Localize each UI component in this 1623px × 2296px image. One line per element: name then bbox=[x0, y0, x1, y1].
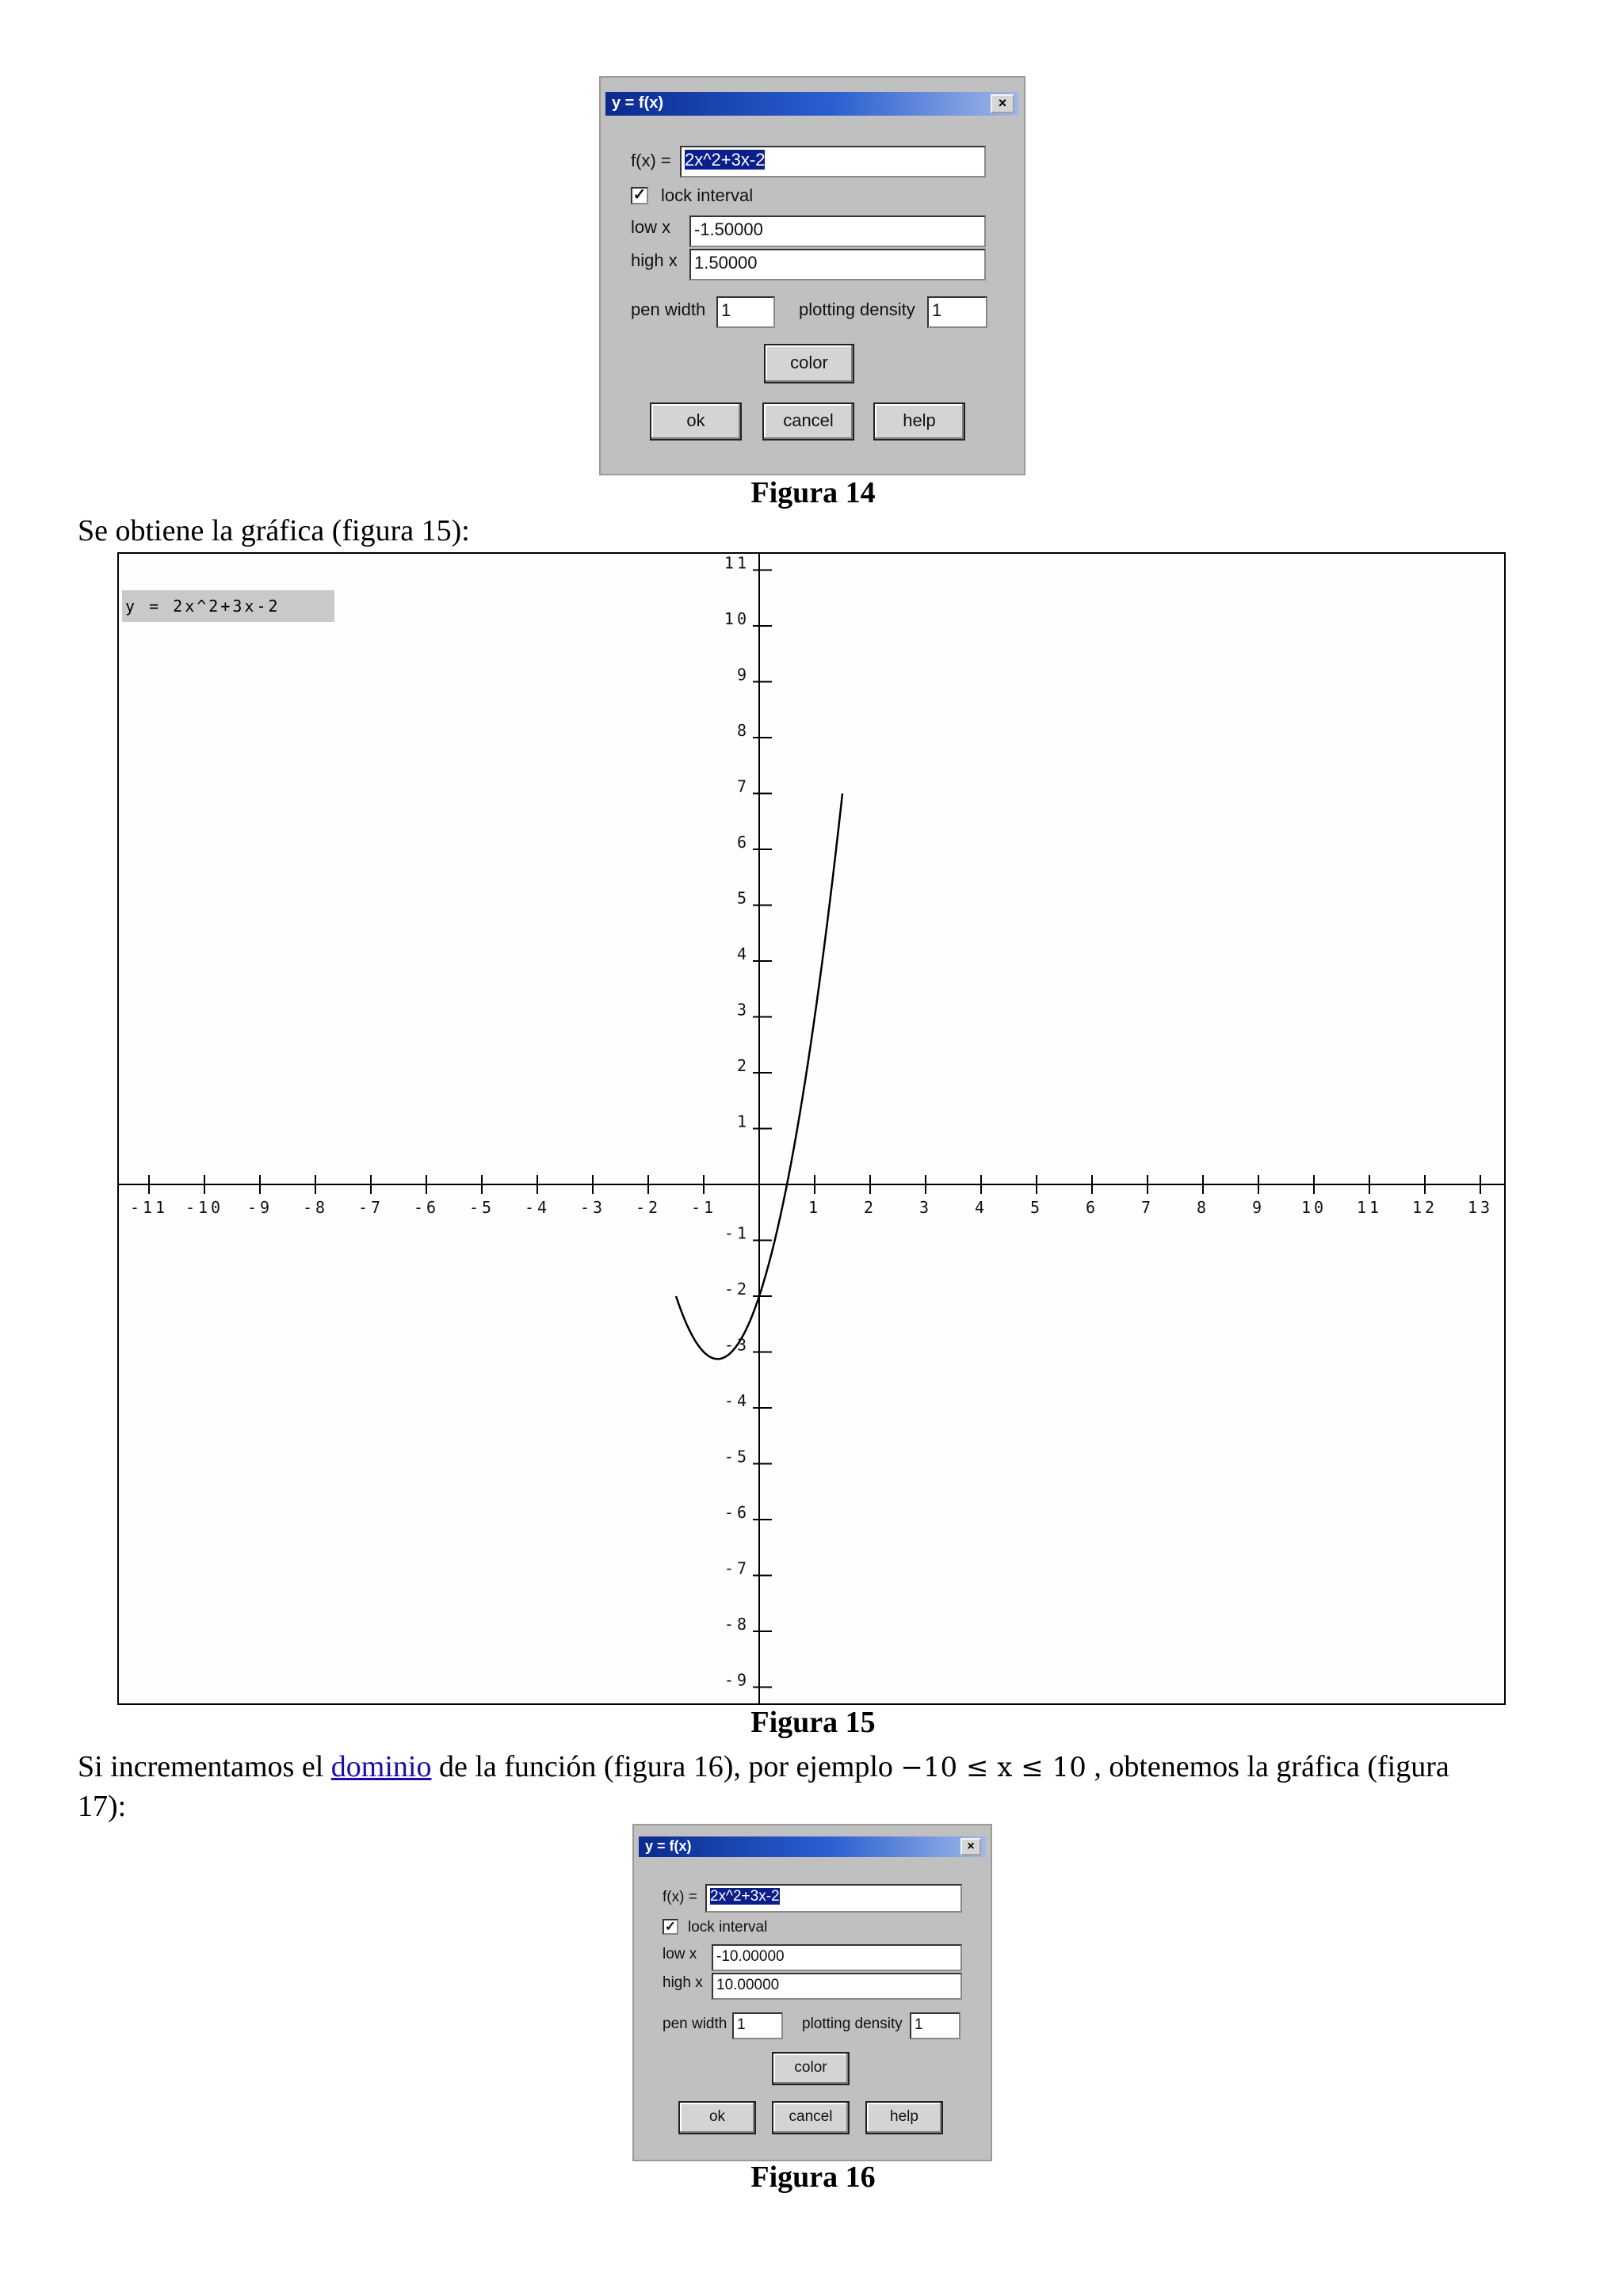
fx-input[interactable] bbox=[705, 1884, 962, 1913]
function-dialog-2 bbox=[632, 1824, 992, 2161]
figure-15-caption: Figura 15 bbox=[750, 1706, 876, 1739]
pen-width-label: pen width bbox=[631, 299, 706, 319]
y-tick-label: 4 bbox=[736, 944, 750, 963]
paragraph-text-a: Si incrementamos el bbox=[78, 1750, 331, 1783]
plotting-density-input[interactable]: 1 bbox=[910, 2012, 960, 2039]
y-tick-label: 11 bbox=[724, 554, 750, 573]
x-tick-label: 13 bbox=[1467, 1198, 1494, 1217]
cancel-button[interactable]: cancel bbox=[772, 2101, 850, 2134]
x-tick-label: 6 bbox=[1085, 1198, 1099, 1217]
lock-interval-label: lock interval bbox=[661, 185, 754, 205]
x-tick-label: -10 bbox=[185, 1198, 224, 1217]
x-tick-label: 4 bbox=[974, 1198, 988, 1217]
close-icon[interactable]: × bbox=[960, 1838, 981, 1855]
x-tick-label: 10 bbox=[1300, 1198, 1327, 1217]
help-button[interactable]: help bbox=[873, 402, 965, 441]
y-tick-label: -7 bbox=[724, 1558, 750, 1578]
function-dialog bbox=[599, 76, 1025, 475]
help-button[interactable]: help bbox=[865, 2101, 943, 2134]
low-x-label: low x bbox=[663, 1946, 697, 1962]
y-tick-label: 2 bbox=[736, 1056, 750, 1075]
lock-interval-checkbox[interactable]: ✓ bbox=[631, 187, 648, 204]
high-x-label: high x bbox=[631, 250, 678, 270]
dialog-titlebar[interactable] bbox=[605, 92, 1019, 116]
x-tick-label: -8 bbox=[302, 1198, 329, 1217]
fx-input[interactable] bbox=[680, 146, 986, 177]
x-tick-label: 2 bbox=[863, 1198, 877, 1217]
high-x-input[interactable]: 1.50000 bbox=[689, 249, 986, 280]
x-tick-label: 5 bbox=[1029, 1198, 1044, 1217]
y-tick-label: -6 bbox=[724, 1503, 750, 1522]
cancel-button[interactable]: cancel bbox=[762, 402, 854, 441]
equation-label: y = 2x^2+3x-2 bbox=[122, 590, 334, 622]
x-tick-label: -3 bbox=[579, 1198, 606, 1217]
domain-inequality: −10 ≤ x ≤ 10 bbox=[900, 1752, 1086, 1783]
y-tick-label: -3 bbox=[724, 1335, 750, 1355]
figure-14-caption: Figura 14 bbox=[750, 476, 876, 509]
x-tick-label: -6 bbox=[413, 1198, 440, 1217]
fx-label: f(x) = bbox=[663, 1889, 697, 1905]
y-tick-label: 1 bbox=[736, 1112, 750, 1131]
ok-button[interactable]: ok bbox=[678, 2101, 756, 2134]
figure-16-caption: Figura 16 bbox=[750, 2161, 876, 2194]
x-tick-label: -2 bbox=[635, 1198, 662, 1217]
y-tick-label: -2 bbox=[724, 1280, 750, 1299]
high-x-label: high x bbox=[663, 1974, 703, 1991]
close-icon[interactable]: × bbox=[991, 94, 1014, 113]
y-tick-label: 10 bbox=[724, 609, 750, 628]
plotting-density-label: plotting density bbox=[802, 2016, 903, 2032]
fx-value: 2x^2+3x-2 bbox=[685, 150, 766, 170]
y-tick-label: 5 bbox=[736, 888, 750, 908]
function-plot bbox=[117, 552, 1506, 1705]
paragraph-figure-15-intro: Se obtiene la gráfica (figura 15): bbox=[78, 514, 470, 547]
y-tick-label: 9 bbox=[736, 665, 750, 685]
plot-canvas bbox=[119, 554, 1504, 1703]
paragraph-text-b: de la función (figura 16), por ejemplo bbox=[431, 1750, 901, 1783]
low-x-input[interactable]: -1.50000 bbox=[689, 215, 986, 247]
fx-value: 2x^2+3x-2 bbox=[710, 1888, 780, 1905]
y-tick-label: -1 bbox=[724, 1223, 750, 1243]
ok-button[interactable]: ok bbox=[650, 402, 742, 441]
paragraph-text-c: , obtenemos la gráfica (figura bbox=[1086, 1750, 1449, 1783]
pen-width-input[interactable]: 1 bbox=[716, 296, 775, 328]
y-tick-label: -8 bbox=[724, 1615, 750, 1634]
dialog-2-title: y = f(x) bbox=[645, 1838, 692, 1854]
x-tick-label: -9 bbox=[246, 1198, 273, 1217]
x-tick-label: 9 bbox=[1251, 1198, 1266, 1217]
fx-label: f(x) = bbox=[631, 151, 671, 170]
y-tick-label: 6 bbox=[736, 833, 750, 852]
lock-interval-label: lock interval bbox=[688, 1919, 768, 1936]
dialog-title: y = f(x) bbox=[612, 94, 664, 112]
plotting-density-input[interactable]: 1 bbox=[927, 296, 987, 328]
x-tick-label: 1 bbox=[808, 1198, 822, 1217]
x-tick-label: 8 bbox=[1196, 1198, 1210, 1217]
lock-interval-checkbox[interactable]: ✓ bbox=[663, 1919, 678, 1935]
dominio-link[interactable]: dominio bbox=[330, 1750, 432, 1783]
y-tick-label: -5 bbox=[724, 1447, 750, 1466]
x-tick-label: 3 bbox=[918, 1198, 933, 1217]
pen-width-label: pen width bbox=[663, 2016, 727, 2032]
low-x-label: low x bbox=[631, 217, 671, 237]
y-tick-label: -4 bbox=[724, 1391, 750, 1410]
y-tick-label: -9 bbox=[724, 1670, 750, 1690]
pen-width-input[interactable]: 1 bbox=[732, 2012, 783, 2039]
x-tick-label: -11 bbox=[129, 1198, 169, 1217]
x-tick-label: -4 bbox=[524, 1198, 551, 1217]
x-tick-label: -5 bbox=[468, 1198, 495, 1217]
dialog-2-titlebar[interactable] bbox=[639, 1836, 986, 1857]
high-x-input[interactable]: 10.00000 bbox=[712, 1973, 962, 2000]
x-tick-label: 7 bbox=[1140, 1198, 1155, 1217]
color-button[interactable]: color bbox=[772, 2052, 850, 2085]
paragraph-domain bbox=[78, 1749, 1449, 1784]
y-tick-label: 8 bbox=[736, 721, 750, 740]
y-tick-label: 7 bbox=[736, 776, 750, 796]
y-tick-label: 3 bbox=[736, 1000, 750, 1020]
x-tick-label: -7 bbox=[357, 1198, 384, 1217]
low-x-input[interactable]: -10.00000 bbox=[712, 1944, 962, 1971]
x-tick-label: 12 bbox=[1411, 1198, 1438, 1217]
x-tick-label: -1 bbox=[690, 1198, 717, 1217]
color-button[interactable]: color bbox=[764, 344, 854, 383]
paragraph-domain-line2: 17): bbox=[78, 1790, 127, 1823]
x-tick-label: 11 bbox=[1356, 1198, 1383, 1217]
plotting-density-label: plotting density bbox=[799, 299, 915, 319]
